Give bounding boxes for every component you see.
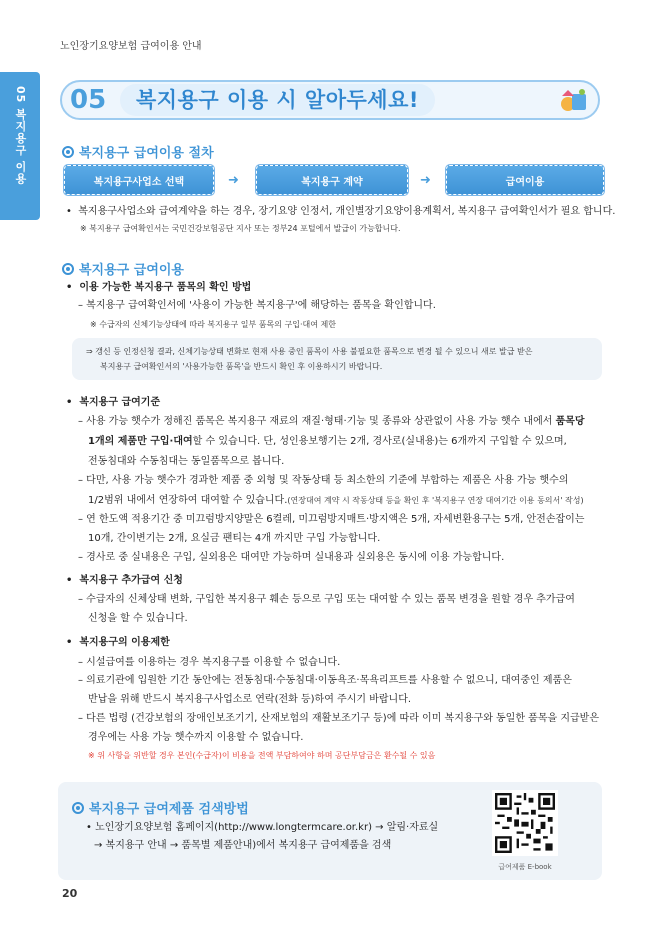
section-title: 복지용구 급여이용 bbox=[79, 263, 184, 278]
qr-caption: 급여제품 E-book bbox=[498, 863, 552, 871]
chapter-title-box bbox=[120, 84, 435, 116]
item2-line: 1/2범위 내에서 연장하여 대여할 수 있습니다.(연장대여 계약 시 작동상태 등을 확인 후 '복지용구 연장 대여기간 이용 동의서' 작성) bbox=[88, 495, 584, 506]
item2-line: 10개, 간이변기는 2개, 요실금 팬티는 4개 까지만 구입 가능합니다. bbox=[88, 533, 381, 544]
qr-code-icon bbox=[495, 793, 555, 853]
section1-bullet: • 복지용구사업소와 급여계약을 하는 경우, 장기요양 인정서, 개인별장기요양이용계획서, 복지용구 급여확인서가 필요 합니다. bbox=[66, 206, 616, 217]
item3-line: 신청을 할 수 있습니다. bbox=[88, 613, 188, 624]
item4-line: – 시설급여를 이용하는 경우 복지용구를 이용할 수 없습니다. bbox=[78, 657, 341, 668]
item1-line: – 복지용구 급여확인서에 '사용이 가능한 복지용구'에 해당하는 품목을 확인합니다. bbox=[78, 300, 436, 311]
item2-line: 전동침대와 수동침대는 동일품목으로 봅니다. bbox=[88, 456, 285, 467]
item4-line: 경우에는 사용 가능 햇수까지 이용할 수 없습니다. bbox=[88, 732, 304, 743]
item2-line: – 다만, 사용 가능 햇수가 경과한 제품 중 외형 및 작동상태 등 최소한의 기준에 부합하는 제품은 사용 가능 햇수의 bbox=[78, 475, 569, 486]
item2-line: – 사용 가능 햇수가 정해진 품목은 복지용구 재료의 재질·형태·기능 및 종류와 상관없이 사용 가능 햇수 내에서 품목당 bbox=[78, 416, 585, 427]
section-title: 복지용구 급여이용 절차 bbox=[79, 146, 214, 161]
item4-title: • 복지용구의 이용제한 bbox=[66, 637, 170, 648]
arrow-right-icon: ➜ bbox=[228, 173, 239, 188]
flow-step-2: 복지용구 계약 bbox=[256, 165, 408, 195]
flow-step-1: 복지용구사업소 선택 bbox=[64, 165, 214, 195]
info-line: ⇒ 갱신 등 인정신청 결과, 신체기능상태 변화로 현재 사용 중인 품목이 사용 불필요한 품목으로 변경 될 수 있으니 새로 발급 받은 bbox=[86, 347, 533, 356]
item1-note: ※ 수급자의 신체기능상태에 따라 복지용구 일부 품목의 구입·대여 제한 bbox=[90, 320, 336, 329]
chapter-number: 05 bbox=[70, 85, 107, 115]
section-heading-search bbox=[72, 798, 249, 817]
section-bullet-icon bbox=[62, 263, 74, 275]
item4-line: – 다른 법령 (건강보험의 장애인보조기기, 산재보험의 재활보조기구 등)에 따라 이미 복지용구와 동일한 품목을 지급받은 bbox=[78, 713, 599, 724]
chapter-title: 복지용구 이용 시 알아두세요! bbox=[136, 88, 419, 112]
chapter-banner bbox=[60, 80, 600, 120]
warning-note: ※ 위 사항을 위반할 경우 본인(수급자)이 비용을 전액 부담하여야 하며 공단부담금은 환수될 수 있음 bbox=[88, 751, 436, 760]
info-box bbox=[72, 338, 602, 380]
section1-note: ※ 복지용구 급여확인서는 국민건강보험공단 지사 또는 정부24 포털에서 발급이 가능합니다. bbox=[80, 224, 401, 233]
decorative-icon bbox=[558, 86, 590, 114]
procedure-flow bbox=[64, 165, 604, 195]
chapter-side-tab bbox=[0, 72, 40, 220]
item2-title: • 복지용구 급여기준 bbox=[66, 397, 161, 408]
flow-step-3: 급여이용 bbox=[446, 165, 604, 195]
item3-title: • 복지용구 추가급여 신청 bbox=[66, 575, 183, 586]
arrow-right-icon: ➜ bbox=[420, 173, 431, 188]
qr-code[interactable] bbox=[492, 790, 558, 856]
section-bullet-icon bbox=[62, 146, 74, 158]
info-line: 복지용구 급여확인서의 '사용가능한 품목'을 반드시 확인 후 이용하시기 바랍니다. bbox=[100, 362, 383, 371]
side-tab-label: 05 복지용구 이용 bbox=[14, 86, 27, 185]
section-title: 복지용구 급여제품 검색방법 bbox=[89, 802, 249, 817]
item2-line: – 경사로 중 실내용은 구입, 실외용은 대여만 가능하며 실내용과 실외용은 동시에 이용 가능합니다. bbox=[78, 552, 505, 563]
item1-title: • 이용 가능한 복지용구 품목의 확인 방법 bbox=[66, 282, 252, 293]
running-header: 노인장기요양보험 급여이용 안내 bbox=[60, 41, 202, 52]
page-number: 20 bbox=[62, 887, 78, 900]
section-bullet-icon bbox=[72, 802, 84, 814]
item4-line: 반납을 위해 반드시 복지용구사업소로 연락(전화 등)하여 주시기 바랍니다. bbox=[88, 694, 412, 705]
search-line: • 노인장기요양보험 홈페이지(http://www.longtermcare.or.kr) → 알림·자료실 bbox=[86, 822, 439, 833]
section-heading-usage bbox=[62, 259, 184, 278]
item2-line: – 연 한도액 적용기간 중 미끄럼방지양말은 6켤레, 미끄럼방지매트·방지액은 5개, 자세변환용구는 5개, 안전손잡이는 bbox=[78, 514, 585, 525]
item4-line: – 의료기관에 입원한 기간 동안에는 전동침대·수동침대·이동욕조·목욕리프트를 사용할 수 없으니, 대여중인 제품은 bbox=[78, 675, 572, 686]
search-line: → 복지용구 안내 → 품목별 제품안내)에서 복지용구 급여제품을 검색 bbox=[94, 840, 392, 851]
section-heading-procedure bbox=[62, 142, 214, 161]
item3-line: – 수급자의 신체상태 변화, 구입한 복지용구 훼손 등으로 구입 또는 대여할 수 있는 품목 변경을 원할 경우 추가급여 bbox=[78, 594, 575, 605]
item2-line: 1개의 제품만 구입·대여할 수 있습니다. 단, 성인용보행기는 2개, 경사로(실내용)는 6개까지 구입할 수 있으며, bbox=[88, 436, 567, 447]
